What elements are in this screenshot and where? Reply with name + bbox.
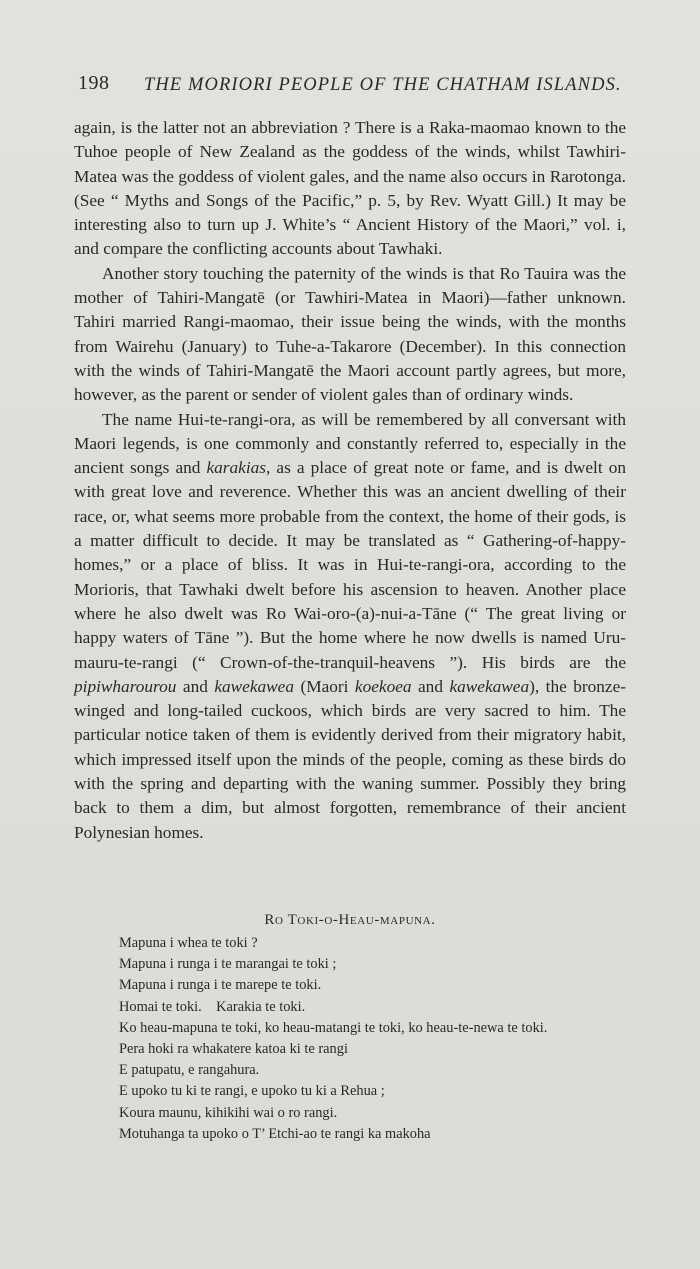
verse-line: Pera hoki ra whakatere katoa ki te rangi (119, 1041, 348, 1058)
paragraph-text-segment: ), the bronze-winged and long-tailed cuckoos, which birds are very sacred to him. The particular notice taken of them is evidently derived from their migratory habit, which impressed itself upon the minds of the people, coming as these birds do with the spring and departing with the waning summer. Possibly they bring back to them a dim, but almost forgotten, remembrance of their ancient Polynesian homes. (74, 676, 626, 842)
paragraph-hui-te-rangi-ora (74, 408, 626, 845)
verse-line: Motuhanga ta upoko o T’ Etchi-ao te rangi ka makoha (119, 1125, 431, 1142)
page-header (78, 72, 638, 102)
verse-line: Koura maunu, kihikihi wai o ro rangi. (119, 1104, 338, 1121)
italic-term-koekoea: koekoea (354, 676, 412, 696)
paragraph-text-segment: (Maori (293, 676, 355, 696)
verse-line: E upoko tu ki te rangi, e upoko tu ki a Rehua ; (119, 1083, 385, 1100)
italic-term-pipiwharourou: pipiwharourou (74, 676, 177, 696)
paragraph-text-segment: and (411, 676, 450, 696)
verse-line: Homai te toki. Karakia te toki. (119, 998, 306, 1015)
verse-line: Mapuna i whea te toki ? (119, 935, 258, 951)
body-text (74, 116, 626, 845)
verse-line: Mapuna i runga i te marepe te toki. (119, 977, 322, 994)
section-title: Ro Toki-o-Heau-mapuna. (264, 912, 436, 928)
italic-term-karakias: karakias (206, 458, 266, 478)
italic-term-kawekawea-maori: kawekawea (449, 676, 530, 696)
paragraph-continuation: again, is the latter not an abbreviation ? There is a Raka-maomao known to the Tuhoe people of New Zealand as the goddess of the winds, whilst Tawhiri-Matea was the goddess of violent gales, and the name also occurs in Rarotonga. (See “ Myths and Songs of the Pacific,” p. 5, by Rev. Wyatt Gill.) It may be interesting also to turn up J. White’s “ Ancient History of the Maori,” vol. i, and compare the conflicting accounts about Tawhaki. (74, 118, 626, 259)
paragraph-paternity-of-winds: Another story touching the paternity of the winds is that Ro Tauira was the mother of Tahiri-Mangatē (or Tawhiri-Matea in Maori)—father unknown. Tahiri married Rangi-maomao, their issue being the winds, with the months from Wairehu (January) to Tuhe-a-Takarore (December). In this connection with the winds of Tahiri-Mangatē the Maori account partly agrees, but more, however, as the parent or sender of violent gales than of ordinary winds. (74, 263, 626, 405)
paragraph-text-segment: The name Hui-te-rangi-ora, as will be remembered by all conversant with Maori legends, is one commonly and constantly referred to, especially in the ancient songs and (74, 409, 626, 478)
verse-line: E patupatu, e rangahura. (119, 1062, 260, 1079)
verse-line: Ko heau-mapuna te toki, ko heau-matangi te toki, ko heau-te-newa te toki. (119, 1019, 548, 1036)
verse-line: Mapuna i runga i te marangai te toki ; (119, 956, 337, 973)
paragraph-text-segment: and (176, 676, 215, 696)
paragraph-text-segment: , as a place of great note or fame, and is dwelt on with great love and reverence. Whether this was an ancient dwelling of their race, or, what seems more probable from the context, the home of their gods, is a matter difficult to decide. It may be translated as “ Gathering-of-happy-homes,” or a place of bliss. It was in Hui-te-rangi-ora, according to the Morioris, that Tawhaki dwelt before his ascension to heaven. Another place where he also dwelt was Ro Wai-oro-(a)-nui-a-Tāne (“ The great living or happy waters of Tāne ”). But the home where he now dwells is named Uru-mauru-te-rangi (“ Crown-of-the-tranquil-heavens ”). His birds are the (74, 458, 626, 672)
page-number: 198 (78, 72, 110, 94)
running-title: THE MORIORI PEOPLE OF THE CHATHAM ISLANDS. (144, 75, 622, 95)
italic-term-kawekawea: kawekawea (214, 676, 294, 696)
verse-block (119, 933, 639, 1145)
